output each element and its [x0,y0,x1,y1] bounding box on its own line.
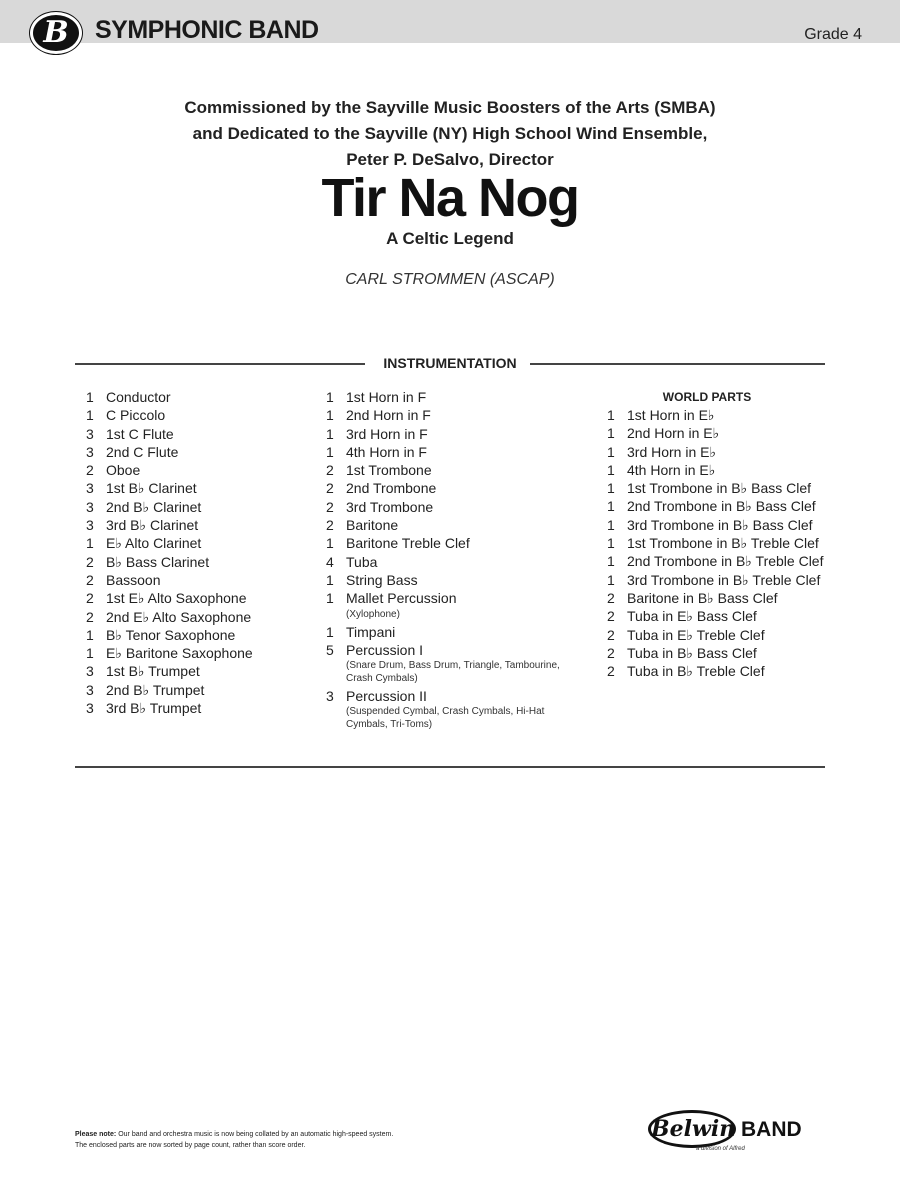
instrument-name: 2nd B♭ Trumpet [106,681,205,698]
part-quantity: 1 [86,535,94,552]
instrument-name: 3rd Horn in E♭ [627,443,717,460]
part-quantity: 2 [86,571,94,588]
publisher-logo [648,1110,828,1150]
instrument-name: 1st E♭ Alto Saxophone [106,590,247,607]
instrument-name: 2nd C Flute [106,443,179,460]
instrument-row [86,553,316,571]
composer: CARL STROMMEN (ASCAP) [345,271,555,288]
instrument-name: B♭ Bass Clarinet [106,553,210,570]
instrument-row [86,681,316,699]
instrument-note: (Suspended Cymbal, Crash Cymbals, Hi-Hat Cymbals, Tri-Toms) [346,706,545,731]
instrument-row [326,388,586,406]
instrument-name: 4th Horn in E♭ [627,461,716,478]
part-quantity: 4 [326,553,334,570]
instrument-name: 4th Horn in F [346,443,427,460]
piece-title: Tir Na Nog [321,168,579,228]
instrument-row [607,479,837,497]
part-quantity: 2 [607,663,615,680]
part-quantity: 1 [607,425,615,442]
instrument-name: Percussion I [346,641,424,658]
instrument-row [86,461,316,479]
divider [75,363,365,365]
instrument-row [326,479,586,497]
instrument-row [86,626,316,644]
publisher-division: a division of Alfred [696,1146,745,1152]
instrument-row [86,406,316,424]
instrument-row [326,443,586,461]
part-quantity: 2 [86,590,94,607]
part-quantity: 2 [86,553,94,570]
instrument-row [86,644,316,662]
instrument-name: 2nd E♭ Alto Saxophone [106,608,252,625]
part-quantity: 1 [607,498,615,515]
instrument-column-2 [326,388,586,733]
part-quantity: 3 [86,480,94,497]
instrument-name: 2nd B♭ Clarinet [106,498,202,515]
part-quantity: 1 [86,407,94,424]
instrument-name: 1st Trombone [346,462,432,479]
part-quantity: 1 [607,480,615,497]
part-quantity: 3 [86,700,94,717]
part-quantity: 1 [326,623,334,640]
instrument-row [607,406,837,424]
part-quantity: 2 [607,589,615,606]
instrument-name: 3rd B♭ Clarinet [106,517,199,534]
part-quantity: 1 [86,626,94,643]
note-text: Our band and orchestra music is now being collated by an automatic high-speed system. [118,1131,394,1138]
commission-line: Commissioned by the Sayville Music Boosters of the Arts (SMBA) [184,98,716,117]
instrument-name: 2nd Trombone in B♭ Bass Clef [627,498,816,515]
instrument-name: Conductor [106,389,171,405]
piece-subtitle: A Celtic Legend [386,229,514,248]
instrument-row [86,699,316,717]
instrument-name: 2nd Horn in F [346,407,431,424]
instrumentation-heading [75,354,825,374]
instrument-row [326,687,586,705]
instrument-name: B♭ Tenor Saxophone [106,626,236,643]
part-quantity: 3 [86,498,94,515]
part-quantity: 2 [326,462,334,479]
instrument-row [86,516,316,534]
part-quantity: 1 [607,516,615,533]
instrument-column-1 [86,388,316,717]
instrument-row [607,662,837,680]
instrument-row [326,534,586,552]
instrument-name: 1st B♭ Trumpet [106,663,200,680]
instrument-name: Tuba in E♭ Bass Clef [627,608,757,625]
instrument-row [86,425,316,443]
collation-note [75,1129,595,1151]
part-quantity: 2 [326,480,334,497]
instrumentation-label: INSTRUMENTATION [383,355,517,371]
instrument-name: Tuba in B♭ Treble Clef [627,663,765,680]
instrument-name: 1st Horn in F [346,389,427,405]
part-quantity: 3 [86,663,94,680]
instrument-name: 1st Trombone in B♭ Bass Clef [627,480,812,497]
instrument-name: Percussion II [346,688,427,705]
instrument-row [607,607,837,625]
instrument-name: Tuba [346,553,378,570]
instrument-row [86,662,316,680]
instrument-name: Baritone in B♭ Bass Clef [627,589,778,606]
part-quantity: 1 [326,535,334,552]
instrument-row [326,425,586,443]
instrument-row [86,589,316,607]
note-text: The enclosed parts are now sorted by page count, rather than score order. [75,1142,306,1149]
instrument-row [326,498,586,516]
divider [530,363,825,365]
grade-label: Grade 4 [804,26,862,43]
part-quantity: 1 [607,407,615,423]
instrument-name: Timpani [346,623,396,640]
instrument-row [326,406,586,424]
instrument-name: Mallet Percussion [346,590,457,607]
instrument-row [607,461,837,479]
instrument-name: C Piccolo [106,407,166,424]
part-quantity: 1 [607,553,615,570]
instrument-name: Tuba in B♭ Bass Clef [627,644,757,661]
instrument-name: 2nd Horn in E♭ [627,425,720,442]
instrument-row [86,479,316,497]
instrument-row [607,589,837,607]
belwin-logo-icon: Belwin [648,1110,736,1148]
part-quantity: 2 [86,462,94,479]
instrument-name: 2nd Trombone [346,480,437,497]
part-quantity: 1 [607,461,615,478]
instrument-row [607,424,837,442]
instrument-row [607,644,837,662]
instrument-name: 3rd Trombone in B♭ Treble Clef [627,571,821,588]
instrument-row [607,497,837,515]
instrument-note: (Xylophone) [346,608,400,620]
part-quantity: 2 [607,626,615,643]
part-quantity: 1 [326,407,334,424]
instrument-name: 3rd Trombone [346,498,434,515]
part-quantity: 1 [607,535,615,552]
instrument-name: Baritone [346,517,399,534]
instrument-row [86,571,316,589]
instrument-row [326,641,586,659]
instrument-row [326,589,586,607]
instrument-row [326,553,586,571]
instrument-row [607,443,837,461]
part-quantity: 1 [326,425,334,442]
instrument-name: Oboe [106,462,141,479]
instrument-row [326,571,586,589]
part-quantity: 1 [326,590,334,607]
instrument-row [86,443,316,461]
instrument-name: E♭ Alto Clarinet [106,535,202,552]
instrument-name: 2nd Trombone in B♭ Treble Clef [627,553,824,570]
part-quantity: 2 [326,498,334,515]
instrument-row [326,516,586,534]
instrument-row [607,516,837,534]
part-quantity: 1 [326,443,334,460]
instrument-name: Bassoon [106,571,161,588]
instrument-name: Tuba in E♭ Treble Clef [627,626,765,643]
note-label: Please note: [75,1131,117,1138]
part-quantity: 1 [86,645,94,662]
instrument-row [86,534,316,552]
part-quantity: 1 [326,389,334,405]
instrument-row [86,498,316,516]
part-quantity: 3 [86,681,94,698]
part-quantity: 1 [86,389,94,405]
world-parts-column [607,388,837,680]
instrument-name: 3rd Trombone in B♭ Bass Clef [627,516,813,533]
instrument-name: Baritone Treble Clef [346,535,470,552]
instrument-row [607,534,837,552]
divider [75,766,825,768]
instrument-row [326,461,586,479]
series-logo-icon: B [30,12,82,54]
part-quantity: 3 [86,425,94,442]
commission-text [0,95,900,173]
instrument-row [86,608,316,626]
instrument-row [607,626,837,644]
part-quantity: 2 [86,608,94,625]
instrument-row [86,388,316,406]
part-quantity: 1 [326,571,334,588]
instrument-name: 3rd B♭ Trumpet [106,700,202,717]
publisher-band-label: BAND [741,1118,802,1141]
series-title: SYMPHONIC BAND [95,16,319,44]
commission-line: Peter P. DeSalvo, Director [346,150,554,169]
part-quantity: 2 [607,644,615,661]
instrument-row [326,623,586,641]
instrument-row [607,552,837,570]
part-quantity: 1 [607,443,615,460]
instrument-name: 1st B♭ Clarinet [106,480,197,497]
instrument-note: (Snare Drum, Bass Drum, Triangle, Tambourine, Crash Cymbals) [346,660,560,685]
part-quantity: 3 [86,517,94,534]
part-quantity: 2 [326,517,334,534]
part-quantity: 2 [607,608,615,625]
instrument-name: 1st Horn in E♭ [627,407,715,423]
part-quantity: 5 [326,641,334,658]
part-quantity: 1 [607,571,615,588]
instrument-name: 1st Trombone in B♭ Treble Clef [627,535,819,552]
instrument-name: String Bass [346,571,418,588]
instrument-name: 3rd Horn in F [346,425,428,442]
world-parts-heading: WORLD PARTS [662,390,752,404]
instrument-name: 1st C Flute [106,425,174,442]
part-quantity: 3 [326,688,334,705]
instrument-row [607,571,837,589]
commission-line: and Dedicated to the Sayville (NY) High School Wind Ensemble, [192,124,708,143]
part-quantity: 3 [86,443,94,460]
instrument-name: E♭ Baritone Saxophone [106,645,253,662]
